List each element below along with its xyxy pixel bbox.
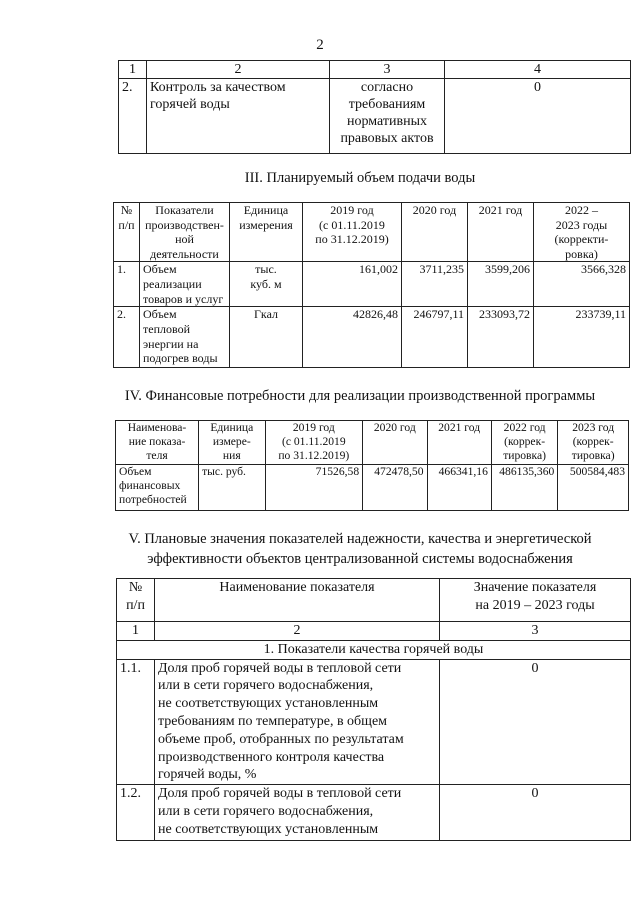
text-line: куб. м: [250, 276, 282, 291]
row-number: 1.1.: [117, 659, 155, 785]
text-line: ровка): [565, 246, 598, 261]
value-2019: 71526,58: [265, 465, 363, 511]
text-line: тепловой: [143, 321, 190, 336]
value-2021: 3599,206: [468, 262, 534, 307]
column-number-row: [117, 622, 631, 641]
row-unit: тыс. руб.: [199, 465, 265, 511]
text-line: или в сети горячего водоснабжения,: [158, 803, 374, 819]
text-line: 2022 –: [565, 203, 598, 217]
header-indicator: [140, 203, 230, 262]
text-line: не соответствующих установленным: [158, 696, 379, 712]
text-line: Объем: [143, 307, 177, 322]
financial-needs-table: [115, 420, 629, 511]
header-2022: [534, 203, 630, 262]
col-number-2: 2: [155, 622, 440, 641]
text-line: тировка): [503, 449, 546, 462]
group-title-row: [117, 640, 631, 659]
top-table: [118, 60, 631, 154]
text-line: (с 01.11.2019: [319, 217, 385, 232]
row-name: [140, 262, 230, 307]
header-num: [117, 579, 155, 622]
table-row: [116, 465, 629, 511]
text-line: Гкал: [253, 307, 278, 322]
header-2023: [558, 421, 629, 465]
text-line: V. Плановые значения показателей надежности, качества и энергетической: [128, 531, 592, 547]
col-number-3: 3: [440, 622, 631, 641]
text-line: Наименова-: [127, 421, 187, 434]
text-line: по 31.12.2019): [278, 449, 350, 462]
supply-volume-table: [113, 202, 630, 368]
value-2019: 42826,48: [303, 307, 402, 368]
table-row: [117, 659, 631, 785]
text-line: Контроль за качеством: [150, 80, 286, 95]
header-unit: [199, 421, 265, 465]
col-number-4: 4: [445, 61, 631, 79]
text-line: Объем: [143, 262, 177, 277]
row-number: 2.: [114, 307, 140, 368]
header-2021: 2021 год: [468, 203, 534, 262]
text-line: измере-: [212, 435, 251, 448]
text-line: горячей воды, %: [158, 767, 257, 783]
row-name: [140, 307, 230, 368]
table-row: [119, 79, 631, 154]
table-header-row: [116, 421, 629, 465]
table-row: [114, 307, 630, 368]
text-line: производственного контроля качества: [158, 749, 385, 765]
text-line: 2023 год: [572, 421, 615, 434]
row-text: [155, 785, 440, 841]
header-name: [116, 421, 199, 465]
text-line: теля: [146, 449, 168, 462]
text-line: правовых актов: [340, 131, 434, 146]
header-2020: 2020 год: [402, 203, 468, 262]
text-line: горячей воды: [150, 97, 230, 112]
row-value: 0: [440, 659, 631, 785]
text-line: финансовых: [119, 479, 181, 492]
value-2020: 3711,235: [402, 262, 468, 307]
table-row: [114, 262, 630, 307]
col-number-3: 3: [330, 61, 445, 79]
col-number-1: 1: [117, 622, 155, 641]
row-text: [155, 659, 440, 785]
text-line: Доля проб горячей воды в тепловой сети: [158, 786, 402, 802]
text-line: согласно: [360, 80, 414, 95]
text-line: или в сети горячего водоснабжения,: [158, 678, 374, 694]
text-line: тировка): [571, 449, 615, 462]
row-number: 1.2.: [117, 785, 155, 841]
row-unit: [230, 262, 303, 307]
text-line: (коррек-: [572, 435, 614, 448]
value-2023: 500584,483: [558, 465, 629, 511]
text-line: (коррек-: [504, 435, 546, 448]
value-2022: 486135,360: [491, 465, 557, 511]
header-unit: [230, 203, 303, 262]
header-2020: 2020 год: [363, 421, 427, 465]
text-line: не соответствующих установленным: [158, 821, 379, 837]
value-2020: 246797,11: [402, 307, 468, 368]
table-row: [117, 785, 631, 841]
text-line: измерения: [239, 217, 293, 232]
text-line: требованиям: [348, 97, 426, 112]
value-2020: 472478,50: [363, 465, 427, 511]
row-unit: [230, 307, 303, 368]
value-2019: 161,002: [303, 262, 402, 307]
row-value: 0: [445, 79, 631, 154]
text-line: №: [128, 580, 143, 595]
table-header-row: [117, 579, 631, 622]
text-line: по 31.12.2019): [315, 232, 389, 247]
value-2022: 233739,11: [534, 307, 630, 368]
text-line: ние показа-: [128, 435, 186, 448]
header-2019: [303, 203, 402, 262]
text-line: ной: [175, 232, 194, 247]
text-line: реализации: [143, 276, 202, 291]
text-line: производствен-: [145, 217, 224, 232]
row-name: [147, 79, 330, 154]
group-title: 1. Показатели качества горячей воды: [117, 640, 631, 659]
header-2021: 2021 год: [427, 421, 491, 465]
header-2019: [265, 421, 363, 465]
text-line: объеме проб, отобранных по результатам: [158, 731, 404, 747]
text-line: потребностей: [119, 493, 187, 506]
text-line: 2019 год: [292, 421, 335, 434]
text-line: Доля проб горячей воды в тепловой сети: [158, 660, 402, 676]
text-line: товаров и услуг: [143, 291, 224, 306]
text-line: Единица: [210, 421, 254, 434]
header-value: [440, 579, 631, 622]
row-name: [116, 465, 199, 511]
text-line: Единица: [243, 203, 289, 217]
text-line: 2019 год: [330, 203, 374, 217]
text-line: п/п: [126, 597, 145, 613]
text-line: Показатели: [155, 203, 214, 217]
text-line: №: [120, 203, 133, 217]
text-line: тыс.: [255, 262, 277, 277]
text-line: 2022 год: [503, 421, 546, 434]
text-line: (корректи-: [554, 232, 609, 247]
section-3-title: III. Планируемый объем подачи воды: [244, 170, 476, 186]
header-2022: [491, 421, 557, 465]
value-2021: 233093,72: [468, 307, 534, 368]
text-line: Объем: [119, 465, 152, 478]
row-number: 1.: [114, 262, 140, 307]
header-num: [114, 203, 140, 262]
col-number-1: 1: [119, 61, 147, 79]
text-line: ния: [222, 449, 241, 462]
section-5-title: [80, 529, 640, 569]
section-4-title: IV. Финансовые потребности для реализации производственной программы: [124, 388, 596, 404]
text-line: п/п: [118, 217, 135, 232]
col-number-2: 2: [147, 61, 330, 79]
value-2021: 466341,16: [427, 465, 491, 511]
text-line: требованиям по температуре, в общем: [158, 713, 388, 729]
reliability-indicators-table: [116, 578, 631, 841]
text-line: (с 01.11.2019: [281, 435, 346, 448]
top-table-header-row: [119, 61, 631, 79]
text-line: деятельности: [150, 246, 219, 261]
text-line: энергии на: [143, 336, 199, 351]
text-line: 2023 годы: [555, 217, 608, 232]
page-number: 2: [316, 37, 324, 53]
text-line: на 2019 – 2023 годы: [475, 597, 595, 613]
header-name: Наименование показателя: [155, 579, 440, 622]
row-basis: [330, 79, 445, 154]
table-header-row: [114, 203, 630, 262]
text-line: эффективности объектов централизованной системы водоснабжения: [147, 551, 573, 567]
text-line: нормативных: [346, 114, 427, 129]
text-line: подогрев воды: [143, 351, 218, 366]
row-value: 0: [440, 785, 631, 841]
value-2022: 3566,328: [534, 262, 630, 307]
text-line: Значение показателя: [473, 580, 597, 595]
row-number: 2.: [119, 79, 147, 154]
